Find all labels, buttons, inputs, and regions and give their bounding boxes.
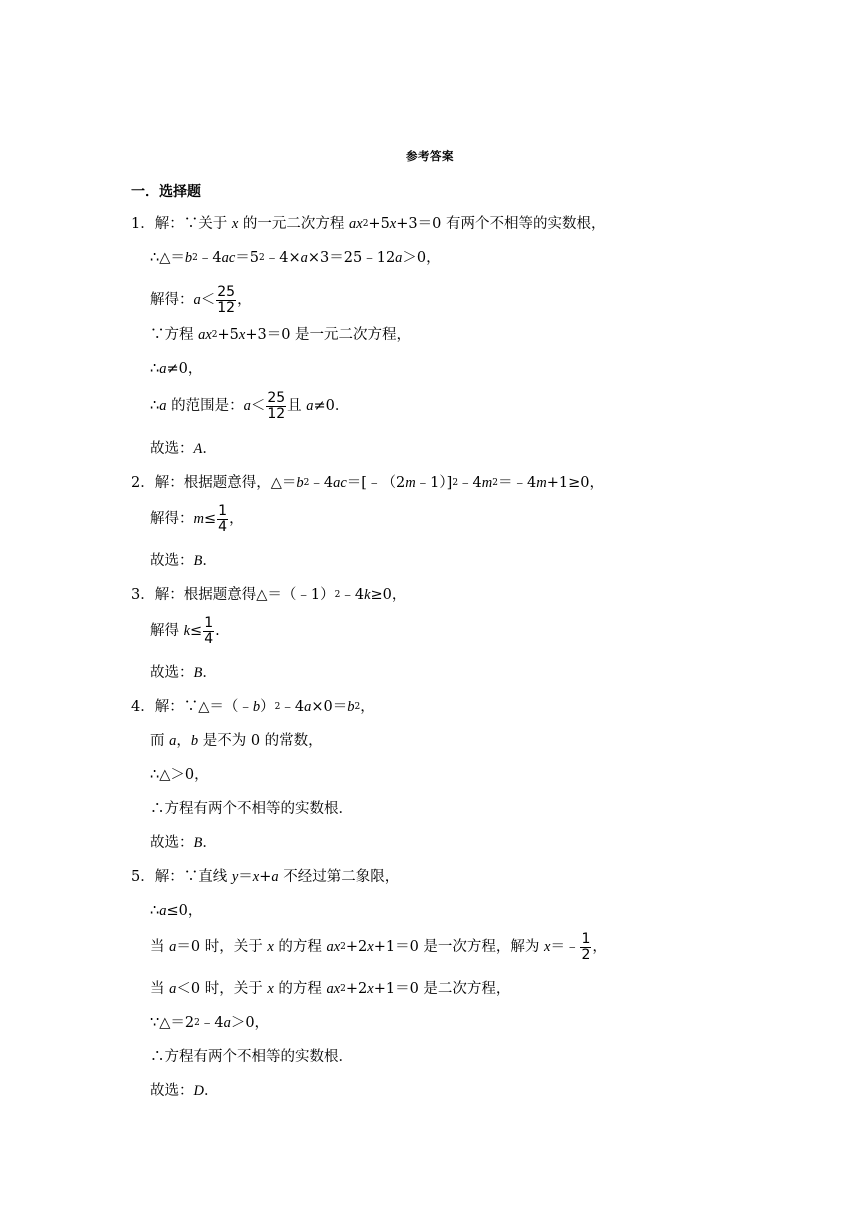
text: ﹣4 [197,250,222,266]
text: ＞0， [402,250,441,266]
text: +2 [345,981,368,997]
text: 而 [150,733,165,749]
var: a [300,250,308,266]
answer-letter: D [193,1083,204,1099]
text: ≠0， [166,361,203,377]
q5-number: 5． [131,869,155,885]
text: ． [202,665,217,681]
var: x [544,939,551,955]
var: m [193,511,204,527]
text: ． [202,835,217,851]
text: 解得： [150,511,194,527]
fraction [203,616,214,647]
q5-line-6: ∴方程有两个不相等的实数根． [150,1049,353,1065]
text: ﹣4 [458,475,482,491]
text: 解：根据题意得，△＝ [154,475,297,491]
var: ax [326,939,341,955]
text: +1＝0 是二次方程， [373,981,511,997]
text: ． [202,441,217,457]
var: b [347,699,355,715]
text: ， [229,511,244,527]
text: ， [237,292,252,308]
q1-line-6 [150,390,349,422]
q1-number: 1． [131,216,155,232]
q5-line-7 [150,1081,218,1101]
var: ac [221,250,236,266]
q4-line-1: 4． 解：∵△＝（﹣ b ） 2 ﹣4 a ×0＝ b 2 ， [131,699,375,715]
var: b [184,250,193,266]
text: ∴ [150,903,160,919]
q4-line-2 [150,731,323,751]
q5-line-1 [131,867,399,887]
var: x [267,939,274,955]
text: ﹣4 [199,1015,224,1031]
text: ． [202,553,217,569]
var: m [481,475,493,491]
fraction [216,285,236,316]
text: 的一元二次方程 [242,216,345,232]
text: 且 [287,398,302,414]
var: a [193,292,201,308]
q2-line-1: 2． 解：根据题意得，△＝ b 2 ﹣4 ac ＝[﹣（2 m ﹣1）] 2 ﹣4 m 2 ＝﹣4 m +1≥0， [131,475,604,491]
text: 解得 [150,623,179,639]
fraction-denominator: 4 [218,518,228,535]
fraction-numerator: 25 [267,389,286,406]
text: +5 [217,327,239,343]
text: 解：∵△＝（﹣ [154,699,253,715]
text: 故选： [150,1083,194,1099]
text: ＝[﹣（2 [346,475,406,491]
text: 解：∵直线 [154,869,228,885]
var: ax [326,981,341,997]
var: ax [349,216,363,232]
text: ＝5 [235,250,260,266]
text: 当 [150,981,165,997]
var: x [389,216,397,232]
text: 解得： [150,292,194,308]
text: 当 [150,939,165,955]
text: +2 [345,939,368,955]
text: ， [592,939,607,955]
var: a [223,1015,231,1031]
q1-line-3 [150,284,252,316]
text: ， [176,733,191,749]
text: ≤ [190,623,203,639]
text: 的范围是： [171,398,244,414]
text: 是不为 0 的常数， [202,733,323,749]
text: ∴ [150,398,160,414]
answer-letter: B [193,835,203,851]
fraction-numerator: 1 [218,502,228,519]
q3-number: 3． [131,587,155,603]
text: ﹣4 [309,475,334,491]
text: ﹣1）] [415,475,453,491]
q3-line-2 [150,615,220,647]
fraction [580,932,591,963]
q5-line-2 [150,901,202,921]
text: 故选： [150,665,194,681]
var: a [169,981,177,997]
q3-line-3 [150,663,217,683]
var: k [364,587,371,603]
q5-line-3: 当 a ＝0 时，关于 x 的方程 ax 2 +2 x +1＝0 是一次方程，解为 x ＝﹣ $\frac{1}{2}$ ， [150,930,607,963]
text: ∵方程 [150,327,194,343]
text: ∵△＝2 [150,1015,195,1031]
text: ≤ [203,511,217,527]
fraction-numerator: 1 [581,930,591,947]
text: ×0＝ [311,699,348,715]
text: ） [260,699,275,715]
var: m [405,475,416,491]
q4-number: 4． [131,699,155,715]
q2-line-2 [150,503,244,535]
var: a [169,939,177,955]
var: x [238,327,246,343]
text: ×3＝25﹣12 [307,250,396,266]
text: 不经过第二象限， [283,869,400,885]
var: a [159,903,167,919]
text: ＝0 时，关于 [176,939,263,955]
q3-line-1: 3． 解：根据题意得△＝（﹣1） 2 ﹣4 k ≥0， [131,587,407,603]
text: 故选： [150,835,194,851]
var: b [190,733,199,749]
q2-line-3 [150,551,217,571]
text: 故选： [150,553,194,569]
var: b [296,475,304,491]
fraction-numerator: 1 [204,614,214,631]
text: . [215,623,220,639]
fraction-denominator: 12 [217,299,236,316]
text: +1≥0， [546,475,604,491]
text: ﹣4 [280,699,305,715]
fraction [266,391,286,422]
q5-line-4: 当 a ＜0 时，关于 x 的方程 ax 2 +2 x +1＝0 是二次方程， [150,981,511,997]
text: ﹣4× [264,250,301,266]
text: ＜ [200,292,216,308]
text: ＜ [250,398,266,414]
var: a [243,398,251,414]
var: ax [198,327,212,343]
answer-letter: A [193,441,203,457]
q4-line-3: ∴△＞0， [150,767,209,783]
text: + [259,869,272,885]
var: a [159,398,167,414]
text: 解：根据题意得△＝（﹣1） [154,587,335,603]
section-heading: 一．选择题 [131,184,201,200]
text: ∴ [150,361,160,377]
q1-line-7 [150,439,217,459]
text: 解：∵关于 [154,216,228,232]
var: m [536,475,547,491]
q4-line-4: ∴方程有两个不相等的实数根． [150,801,353,817]
q4-line-5 [150,833,217,853]
var: x [367,981,374,997]
text: ＞0， [230,1015,270,1031]
q1-line-1: 1． 解：∵关于 x 的一元二次方程 ax 2 +5 x +3＝0 有两个不相等的实数根， [131,216,606,232]
var: k [183,623,191,639]
var: x [252,869,260,885]
answer-letter: B [193,665,203,681]
q2-number: 2． [131,475,155,491]
q1-line-5 [150,359,202,379]
q5-line-5: ∵△＝2 2 ﹣4 a ＞0， [150,1015,270,1031]
var: a [306,398,314,414]
var: a [169,733,177,749]
fraction-denominator: 2 [581,946,591,963]
text: ＝ [238,869,253,885]
text: ≤0， [166,903,203,919]
fraction-denominator: 12 [267,405,286,422]
text: ≥0， [370,587,407,603]
var: a [159,361,167,377]
text: +5 [368,216,390,232]
var: ac [333,475,347,491]
page-title: 参考答案 [406,149,454,163]
text: 的方程 [278,981,322,997]
text: ， [360,699,375,715]
text: ＜0 时，关于 [176,981,263,997]
text: 的方程 [278,939,322,955]
var: x [367,939,374,955]
text: +1＝0 是一次方程，解为 [373,939,540,955]
text: ＝﹣ [550,939,580,955]
text: ∴△＝ [150,250,185,266]
q1-line-2: ∴△＝ b 2 ﹣4 ac ＝5 2 ﹣4× a ×3＝25﹣12 a ＞0， [150,250,441,266]
text: ＝﹣4 [498,475,537,491]
var: b [252,699,261,715]
var: a [271,869,279,885]
text: +3＝0 是一元二次方程， [245,327,412,343]
var: x [231,216,239,232]
fraction-denominator: 4 [204,630,214,647]
q1-line-4: ∵方程 ax 2 +5 x +3＝0 是一元二次方程， [150,327,412,343]
text: +3＝0 有两个不相等的实数根， [396,216,606,232]
var: a [395,250,403,266]
text: 故选： [150,441,194,457]
var: x [267,981,274,997]
var: a [304,699,312,715]
answer-letter: B [193,553,203,569]
text: ﹣4 [340,587,365,603]
fraction-numerator: 25 [217,283,236,300]
var: y [231,869,239,885]
fraction [217,504,228,535]
text: ． [203,1083,219,1099]
text: ≠0． [313,398,350,414]
